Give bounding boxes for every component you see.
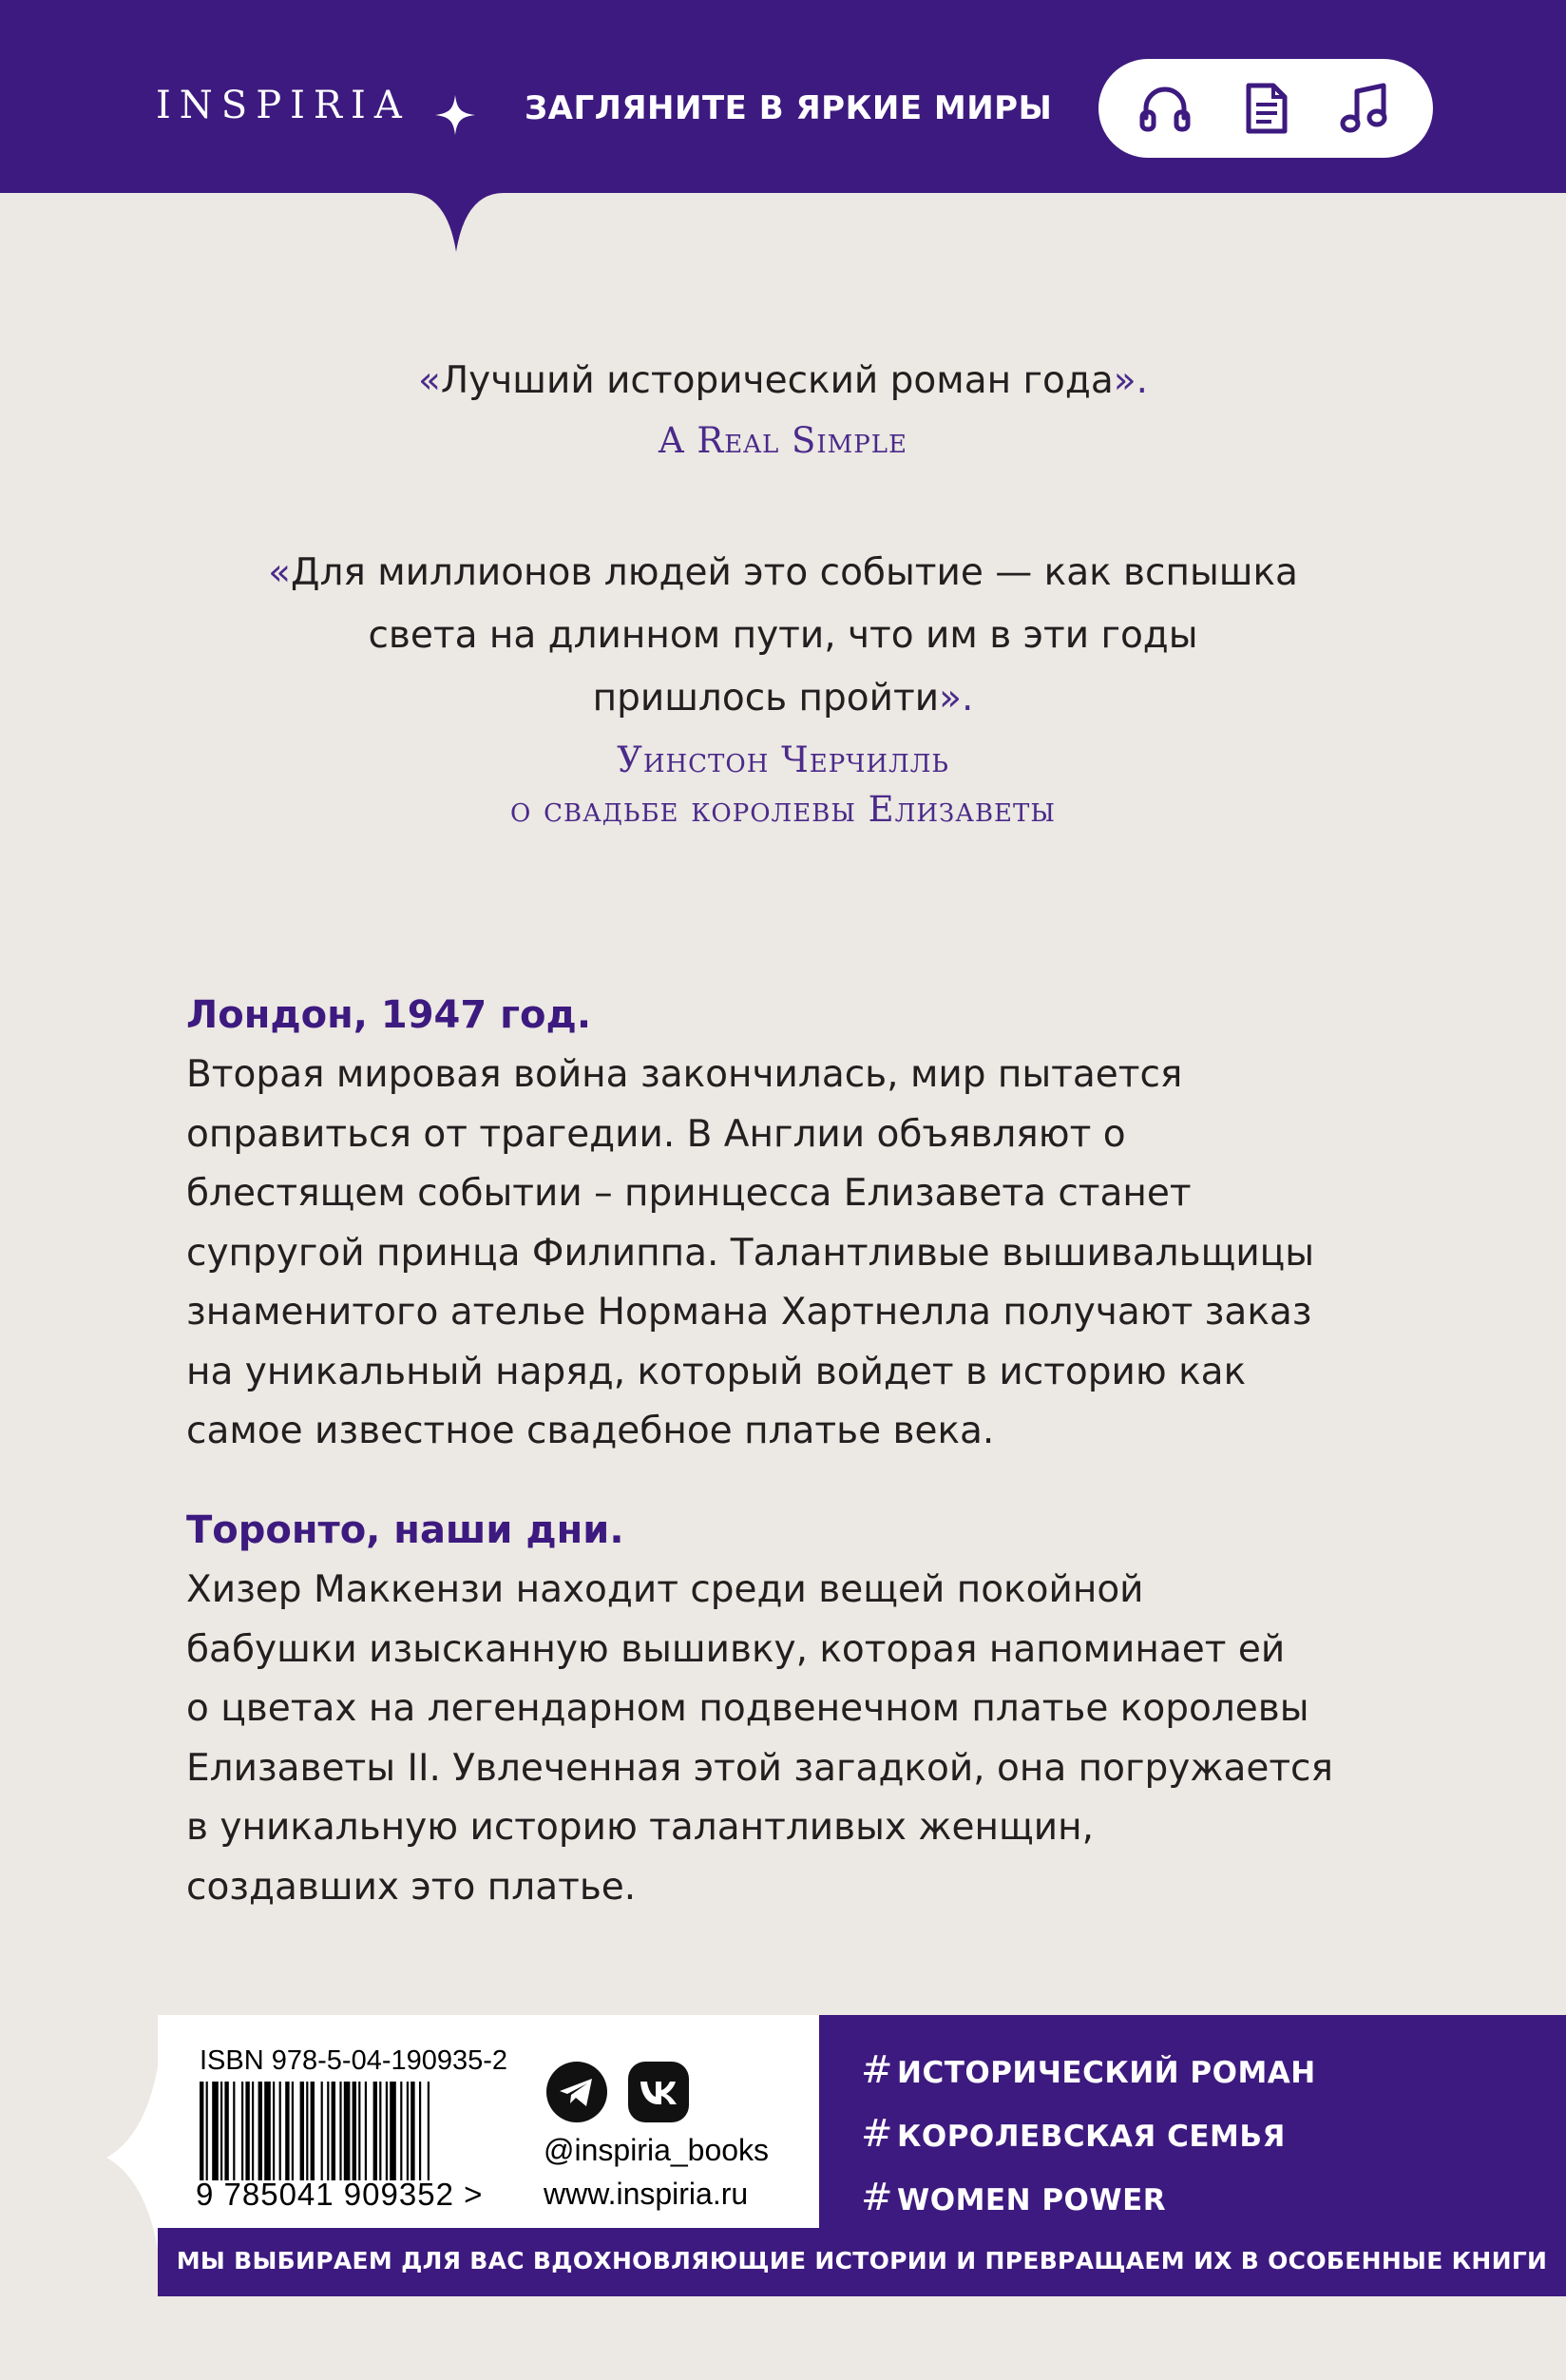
barcode-bar (200, 2082, 203, 2180)
barcode-bar (224, 2082, 228, 2180)
format-icons-pill (1098, 59, 1433, 158)
barcode-bar (252, 2082, 254, 2180)
hashtag-list (861, 2040, 1316, 2231)
section-line: создавших это платье. (186, 1865, 637, 1909)
social-handle[interactable]: @inspiria_books (544, 2133, 770, 2167)
barcode-bar (245, 2082, 249, 2180)
barcode-bar (373, 2082, 377, 2180)
section-line: Вторая мировая война закончилась, мир пытается (186, 1053, 1183, 1096)
quote-line (0, 542, 1566, 605)
barcode-graphic (200, 2082, 504, 2180)
hashtag-label: WOMEN POWER (897, 2183, 1167, 2217)
barcode-bar (358, 2082, 360, 2180)
section-line: о цветах на легендарном подвенечном платье королевы (186, 1687, 1309, 1730)
barcode-bar (400, 2082, 402, 2180)
quote-text (0, 350, 1566, 413)
quote-attribution-line-1: Уинстон Черчилль (617, 739, 949, 780)
telegram-icon[interactable] (545, 2061, 608, 2123)
section-line: самое известное свадебное платье века. (186, 1410, 995, 1452)
sparkle-icon (433, 93, 477, 137)
section-line: блестящем событии – принцесса Елизавета станет (186, 1172, 1192, 1215)
open-quote-mark: « (268, 551, 291, 594)
barcode-bar (292, 2082, 294, 2180)
quote-line-1: Для миллионов людей это событие — как вспышка (290, 551, 1298, 594)
section-line: Хизер Маккензи находит среди вещей покойной (186, 1568, 1144, 1611)
section-toronto (186, 1500, 1422, 1917)
quote-attribution: A Real Simple (658, 420, 908, 461)
section-heading: Лондон, 1947 год. (186, 993, 592, 1037)
barcode-bar (300, 2082, 304, 2180)
barcode-bar (311, 2082, 315, 2180)
barcode-bar (241, 2082, 243, 2180)
header-notch-shape (409, 185, 504, 252)
section-line: Елизаветы II. Увлеченная этой загадкой, она погружается (186, 1746, 1333, 1790)
quote-churchill (0, 542, 1566, 835)
website-link[interactable]: www.inspiria.ru (544, 2177, 749, 2211)
barcode-bar (233, 2082, 235, 2180)
close-quote-mark: ». (1113, 359, 1148, 402)
section-line: на уникальный наряд, который войдет в историю как (186, 1350, 1247, 1393)
close-quote-mark: ». (939, 677, 974, 720)
quote-real-simple (0, 350, 1566, 466)
barcode-digits: 9 785041 909352 > (196, 2177, 484, 2212)
bottom-notch-shape (106, 2015, 163, 2300)
barcode-bar (321, 2082, 323, 2180)
barcode-bar (212, 2082, 219, 2180)
barcode-bar (332, 2082, 335, 2180)
barcode-bar (206, 2082, 208, 2180)
barcode-bar (220, 2082, 222, 2180)
section-line: знаменитого ателье Нормана Хартнелла получают заказ (186, 1291, 1312, 1334)
hashtag-item (861, 2040, 1316, 2103)
barcode-bar (365, 2082, 367, 2180)
section-line: бабушки изысканную вышивку, которая напоминает ей (186, 1627, 1286, 1671)
section-heading: Торонто, наши дни. (186, 1508, 624, 1552)
footer-bar (158, 2228, 1566, 2296)
hashtag-item (861, 2103, 1316, 2167)
barcode-bar (285, 2082, 289, 2180)
barcode-bar (306, 2082, 308, 2180)
quote-body: Лучший исторический роман года (440, 359, 1114, 402)
section-line: супругой принца Филиппа. Талантливые вышивальщицы (186, 1231, 1315, 1275)
music-note-icon (1336, 80, 1393, 137)
hashtag-label: КОРОЛЕВСКАЯ СЕМЬЯ (897, 2120, 1286, 2154)
barcode-bar (407, 2082, 409, 2180)
quote-line-3: пришлось пройти (592, 677, 940, 720)
quote-line-2: света на длинном пути, что им в эти годы (368, 614, 1198, 657)
hash-symbol: # (861, 2048, 894, 2092)
section-london (186, 985, 1422, 1462)
headphones-icon (1136, 80, 1194, 137)
barcode-bar (258, 2082, 262, 2180)
quote-line (0, 667, 1566, 730)
document-icon (1237, 80, 1294, 137)
barcode-bar (379, 2082, 381, 2180)
barcode-bar (264, 2082, 271, 2180)
vk-icon[interactable] (627, 2061, 690, 2123)
isbn-text: ISBN 978-5-04-190935-2 (200, 2045, 508, 2076)
barcode-bar (419, 2082, 421, 2180)
barcode-bar (273, 2082, 275, 2180)
barcode-bar (386, 2082, 388, 2180)
barcode-bar (279, 2082, 281, 2180)
quote-attribution-line-2: о свадьбе королевы Елизаветы (510, 789, 1056, 830)
section-line: в уникальную историю талантливых женщин, (186, 1806, 1094, 1849)
footer-slogan: МЫ ВЫБИРАЕМ ДЛЯ ВАС ВДОХНОВЛЯЮЩИЕ ИСТОРИИ И ПРЕВРАЩАЕМ ИХ В ОСОБЕННЫЕ КНИГИ (176, 2247, 1548, 2274)
header-slogan: ЗАГЛЯНИТЕ В ЯРКИЕ МИРЫ (525, 89, 1053, 127)
hashtag-item (861, 2167, 1316, 2231)
barcode-bar (411, 2082, 414, 2180)
section-line: оправиться от трагедии. В Англии объявляют о (186, 1112, 1126, 1156)
hashtag-label: ИСТОРИЧЕСКИЙ РОМАН (897, 2056, 1316, 2090)
hash-symbol: # (861, 2176, 894, 2219)
barcode-bar (353, 2082, 356, 2180)
barcode-bar (428, 2082, 430, 2180)
header-bar (0, 0, 1566, 193)
barcode-bar (327, 2082, 329, 2180)
hash-symbol: # (861, 2112, 894, 2156)
brand-logo: INSPIRIA (156, 84, 411, 127)
barcode-bar (390, 2082, 396, 2180)
open-quote-mark: « (417, 359, 441, 402)
barcode-bar (339, 2082, 341, 2180)
barcode-bar (344, 2082, 351, 2180)
